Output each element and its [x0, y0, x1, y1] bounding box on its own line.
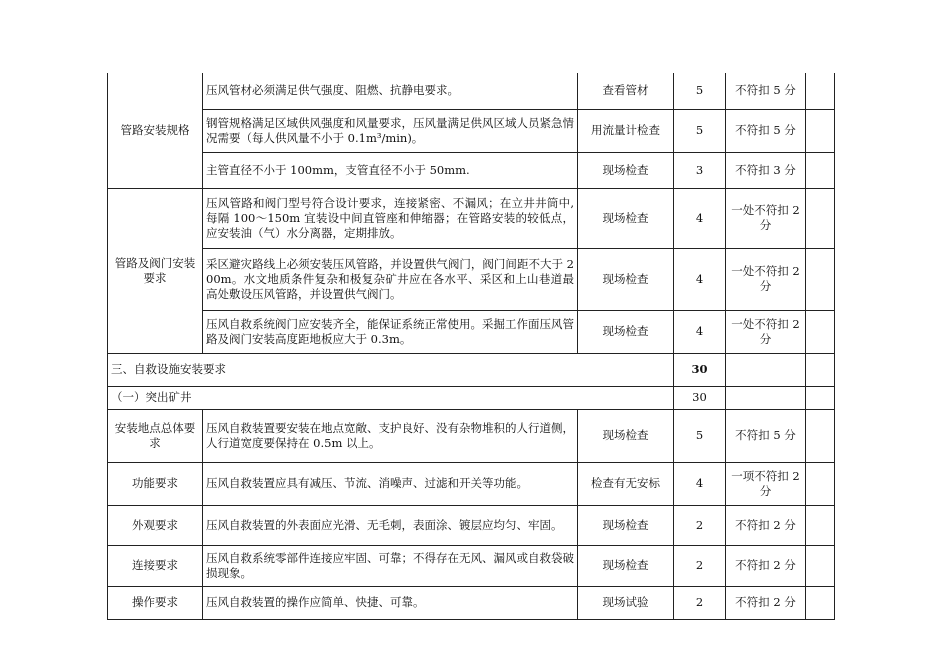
- remark-cell: [806, 73, 835, 109]
- remark-cell: [806, 353, 835, 386]
- score-cell: 5: [674, 409, 726, 462]
- section-title: 三、自救设施安装要求: [108, 353, 674, 386]
- deduction-cell: 不符扣 3 分: [726, 152, 806, 188]
- method-cell: 现场检查: [578, 409, 674, 462]
- method-cell: 查看管材: [578, 73, 674, 109]
- table-row: [108, 462, 835, 505]
- category-cell: 功能要求: [108, 462, 203, 505]
- method-cell: 检查有无安标: [578, 462, 674, 505]
- deduction-cell: 一处不符扣 2 分: [726, 248, 806, 310]
- remark-cell: [806, 248, 835, 310]
- requirement-cell: 钢管规格满足区域供风强度和风量要求，压风量满足供风区域人员紧急情况需要（每人供风量不小于 0.1m³/min)。: [203, 109, 578, 152]
- category-cell: 安装地点总体要求: [108, 409, 203, 462]
- remark-cell: [806, 505, 835, 545]
- method-cell: 现场检查: [578, 248, 674, 310]
- remark-cell: [806, 188, 835, 248]
- inspection-table: [107, 73, 835, 620]
- method-cell: 现场检查: [578, 310, 674, 353]
- table-row: [108, 152, 835, 188]
- method-cell: 现场检查: [578, 505, 674, 545]
- requirement-cell: 压风自救装置应具有减压、节流、消噪声、过滤和开关等功能。: [203, 462, 578, 505]
- score-cell: 4: [674, 310, 726, 353]
- subsection-score: 30: [674, 386, 726, 409]
- deduction-cell: 不符扣 2 分: [726, 545, 806, 586]
- requirement-cell: 压风自救装置的外表面应光滑、无毛刺，表面涂、镀层应均匀、牢固。: [203, 505, 578, 545]
- table-row: [108, 505, 835, 545]
- score-cell: 3: [674, 152, 726, 188]
- deduction-cell: 不符扣 2 分: [726, 505, 806, 545]
- category-cell: 管路及阀门安装要求: [108, 188, 203, 353]
- remark-cell: [806, 386, 835, 409]
- method-cell: 现场检查: [578, 188, 674, 248]
- remark-cell: [806, 109, 835, 152]
- method-cell: 用流量计检查: [578, 109, 674, 152]
- category-cell: 连接要求: [108, 545, 203, 586]
- requirement-cell: 采区避灾路线上必须安装压风管路，并设置供气阀门，阀门间距不大于 200m。水文地质条件复杂和极复杂矿井应在各水平、采区和上山巷道最高处敷设压风管路，并设置供气阀门。: [203, 248, 578, 310]
- remark-cell: [806, 152, 835, 188]
- remark-cell: [806, 462, 835, 505]
- deduction-cell: [726, 353, 806, 386]
- table-row: [108, 188, 835, 248]
- method-cell: 现场检查: [578, 152, 674, 188]
- requirement-cell: 压风自救装置要安装在地点宽敞、支护良好、没有杂物堆积的人行道侧，人行道宽度要保持在 0.5m 以上。: [203, 409, 578, 462]
- deduction-cell: 不符扣 5 分: [726, 73, 806, 109]
- subsection-row: [108, 386, 835, 409]
- method-cell: 现场试验: [578, 586, 674, 619]
- score-cell: 2: [674, 586, 726, 619]
- category-cell: 外观要求: [108, 505, 203, 545]
- requirement-cell: 压风管路和阀门型号符合设计要求，连接紧密、不漏风；在立井井筒中,每隔 100～150m 宜装设中间直管座和伸缩器；在管路安装的较低点，应安装油（气）水分离器，定期排放。: [203, 188, 578, 248]
- table-row: [108, 586, 835, 619]
- remark-cell: [806, 310, 835, 353]
- subsection-title: （一）突出矿井: [108, 386, 674, 409]
- remark-cell: [806, 545, 835, 586]
- score-cell: 5: [674, 73, 726, 109]
- method-cell: 现场检查: [578, 545, 674, 586]
- table-row: [108, 248, 835, 310]
- remark-cell: [806, 586, 835, 619]
- requirement-cell: 压风自救系统阀门应安装齐全，能保证系统正常使用。采掘工作面压风管路及阀门安装高度距地板应大于 0.3m。: [203, 310, 578, 353]
- section-score: 30: [674, 353, 726, 386]
- score-cell: 4: [674, 188, 726, 248]
- section-row: [108, 353, 835, 386]
- category-cell: 管路安装规格: [108, 73, 203, 188]
- requirement-cell: 压风自救系统零部件连接应牢固、可靠；不得存在无风、漏风或自救袋破损现象。: [203, 545, 578, 586]
- category-cell: 操作要求: [108, 586, 203, 619]
- table-row: [108, 109, 835, 152]
- score-cell: 2: [674, 505, 726, 545]
- table-row: [108, 73, 835, 109]
- deduction-cell: 一处不符扣 2 分: [726, 310, 806, 353]
- deduction-cell: [726, 386, 806, 409]
- table-row: [108, 310, 835, 353]
- score-cell: 5: [674, 109, 726, 152]
- table-row: [108, 545, 835, 586]
- requirement-cell: 主管直径不小于 100mm，支管直径不小于 50mm.: [203, 152, 578, 188]
- score-cell: 4: [674, 462, 726, 505]
- deduction-cell: 不符扣 5 分: [726, 409, 806, 462]
- deduction-cell: 不符扣 5 分: [726, 109, 806, 152]
- requirement-cell: 压风自救装置的操作应简单、快捷、可靠。: [203, 586, 578, 619]
- table-row: [108, 409, 835, 462]
- deduction-cell: 一处不符扣 2 分: [726, 188, 806, 248]
- score-cell: 4: [674, 248, 726, 310]
- deduction-cell: 一项不符扣 2 分: [726, 462, 806, 505]
- remark-cell: [806, 409, 835, 462]
- requirement-cell: 压风管材必须满足供气强度、阻燃、抗静电要求。: [203, 73, 578, 109]
- score-cell: 2: [674, 545, 726, 586]
- deduction-cell: 不符扣 2 分: [726, 586, 806, 619]
